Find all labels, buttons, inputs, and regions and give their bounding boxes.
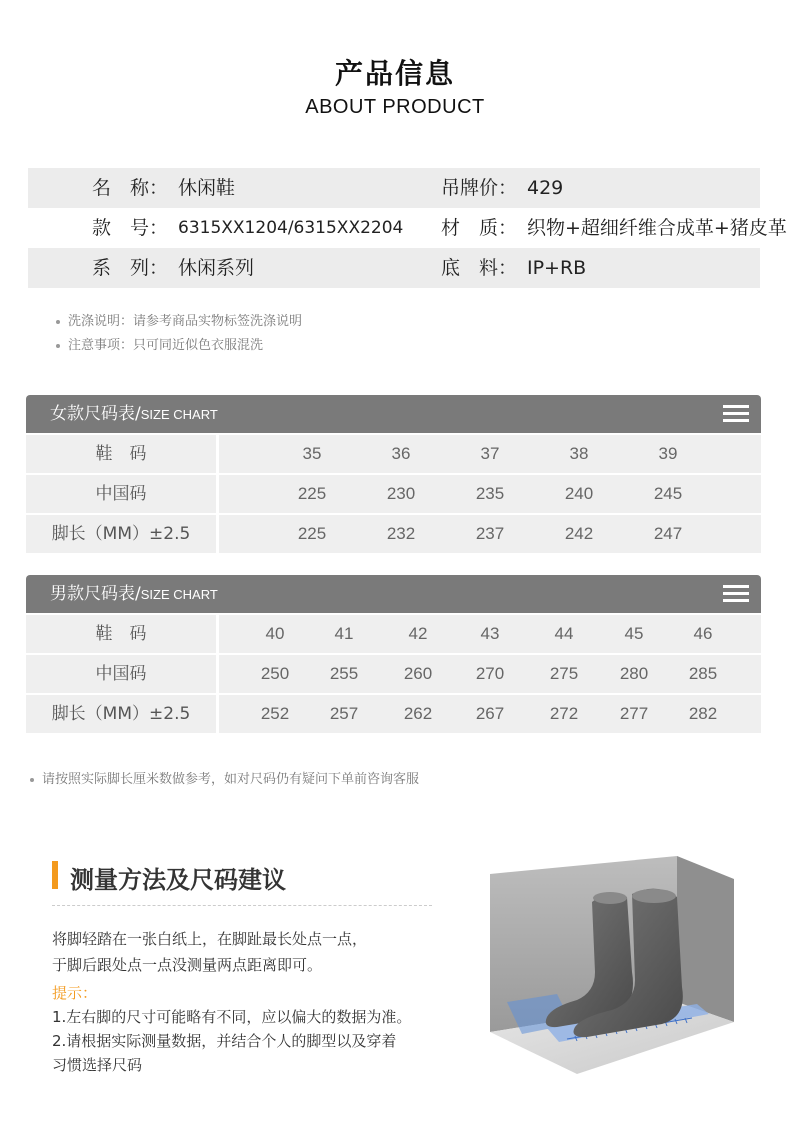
note-text: 注意事项：只可同近似色衣服混洗 (68, 338, 264, 353)
size-row-label: 鞋 码 (26, 615, 216, 653)
page-title-zh: 产品信息 (334, 57, 455, 90)
size-cell: 242 (564, 524, 594, 543)
size-cell: 230 (386, 484, 416, 503)
foot-measure-illustration (487, 852, 737, 1077)
size-cell: 245 (653, 484, 683, 503)
info-label: 吊牌价： (441, 177, 518, 199)
size-row (26, 695, 761, 733)
size-cell: 38 (569, 444, 589, 463)
info-value: 429 (527, 177, 564, 199)
size-cell: 37 (480, 444, 500, 463)
tip-line: 2.请根据实际测量数据，并结合个人的脚型以及穿着 (52, 1032, 397, 1050)
info-row-model (28, 208, 787, 248)
info-value: IP+RB (527, 257, 587, 279)
size-cell: 277 (619, 704, 649, 723)
women-chart-title (50, 395, 218, 434)
page-title-en: ABOUT PRODUCT (305, 96, 485, 118)
info-label: 系 列： (92, 257, 169, 279)
women-chart-title-zh: 女款尺码表/ (50, 404, 141, 424)
care-note (56, 334, 263, 353)
size-cell: 39 (658, 444, 678, 463)
size-cell: 272 (549, 704, 579, 723)
size-cell: 225 (297, 524, 327, 543)
men-chart-header (26, 575, 761, 613)
info-label: 款 号： (92, 217, 169, 239)
note-text: 洗涤说明：请参考商品实物标签洗涤说明 (68, 314, 303, 329)
section-accent-bar (52, 861, 58, 889)
info-label: 材 质： (441, 217, 518, 239)
info-value: 休闲系列 (178, 257, 255, 279)
size-row-label: 脚长（MM）±2.5 (26, 695, 216, 733)
measure-line: 于脚后跟处点一点没测量两点距离即可。 (52, 956, 323, 974)
tip-line: 1.左右脚的尺寸可能略有不同，应以偏大的数据为准。 (52, 1008, 412, 1026)
size-row-values (219, 615, 761, 653)
size-cell: 255 (329, 664, 359, 683)
info-row-series (28, 248, 760, 288)
size-cell: 282 (688, 704, 718, 723)
menu-icon[interactable] (723, 585, 749, 603)
size-row-values (219, 475, 761, 513)
size-cell: 270 (475, 664, 505, 683)
women-chart-title-en: SIZE CHART (140, 407, 218, 422)
info-row-name (28, 168, 760, 208)
men-chart-title-zh: 男款尺码表/ (50, 584, 141, 604)
divider (52, 905, 432, 906)
size-row (26, 655, 761, 693)
size-cell: 252 (260, 704, 290, 723)
size-row-label: 中国码 (26, 475, 216, 513)
size-cell: 40 (265, 624, 285, 643)
size-cell: 45 (624, 624, 644, 643)
size-row-values (219, 515, 761, 553)
size-row (26, 475, 761, 513)
info-value: 休闲鞋 (178, 177, 236, 199)
size-cell: 262 (403, 704, 433, 723)
size-cell: 232 (386, 524, 416, 543)
size-cell: 250 (260, 664, 290, 683)
size-row-values (219, 695, 761, 733)
size-cell: 235 (475, 484, 505, 503)
size-cell: 42 (408, 624, 428, 643)
size-cell: 240 (564, 484, 594, 503)
size-cell: 44 (554, 624, 574, 643)
size-cell: 43 (480, 624, 500, 643)
size-cell: 247 (653, 524, 683, 543)
info-label: 底 料： (441, 257, 518, 279)
size-cell: 267 (475, 704, 505, 723)
size-cell: 257 (329, 704, 359, 723)
size-cell: 260 (403, 664, 433, 683)
measure-title: 测量方法及尺码建议 (70, 866, 286, 894)
tip-label: 提示： (52, 984, 98, 1002)
size-note-text: 请按照实际脚长厘米数做参考，如对尺码仍有疑问下单前咨询客服 (42, 772, 420, 787)
women-chart-header (26, 395, 761, 433)
size-cell: 46 (693, 624, 713, 643)
size-cell: 237 (475, 524, 505, 543)
size-row (26, 615, 761, 653)
size-cell: 275 (549, 664, 579, 683)
size-row-values (219, 655, 761, 693)
menu-icon[interactable] (723, 405, 749, 423)
tip-line: 习惯选择尺码 (52, 1056, 143, 1074)
men-chart-title (50, 575, 218, 614)
wash-note (56, 310, 302, 329)
info-value: 织物+超细纤维合成革+猪皮革 (527, 217, 787, 239)
size-cell: 280 (619, 664, 649, 683)
size-cell: 41 (334, 624, 354, 643)
size-row (26, 515, 761, 553)
size-row-values (219, 435, 761, 473)
size-note (30, 768, 419, 787)
size-row-label: 脚长（MM）±2.5 (26, 515, 216, 553)
size-cell: 35 (302, 444, 322, 463)
info-label: 名 称： (92, 177, 169, 199)
size-cell: 36 (391, 444, 411, 463)
size-row-label: 中国码 (26, 655, 216, 693)
measure-line: 将脚轻踏在一张白纸上，在脚趾最长处点一点， (52, 930, 368, 948)
info-value: 6315XX1204/6315XX2204 (178, 218, 404, 238)
men-chart-title-en: SIZE CHART (140, 587, 218, 602)
size-cell: 285 (688, 664, 718, 683)
size-row (26, 435, 761, 473)
size-cell: 225 (297, 484, 327, 503)
size-row-label: 鞋 码 (26, 435, 216, 473)
